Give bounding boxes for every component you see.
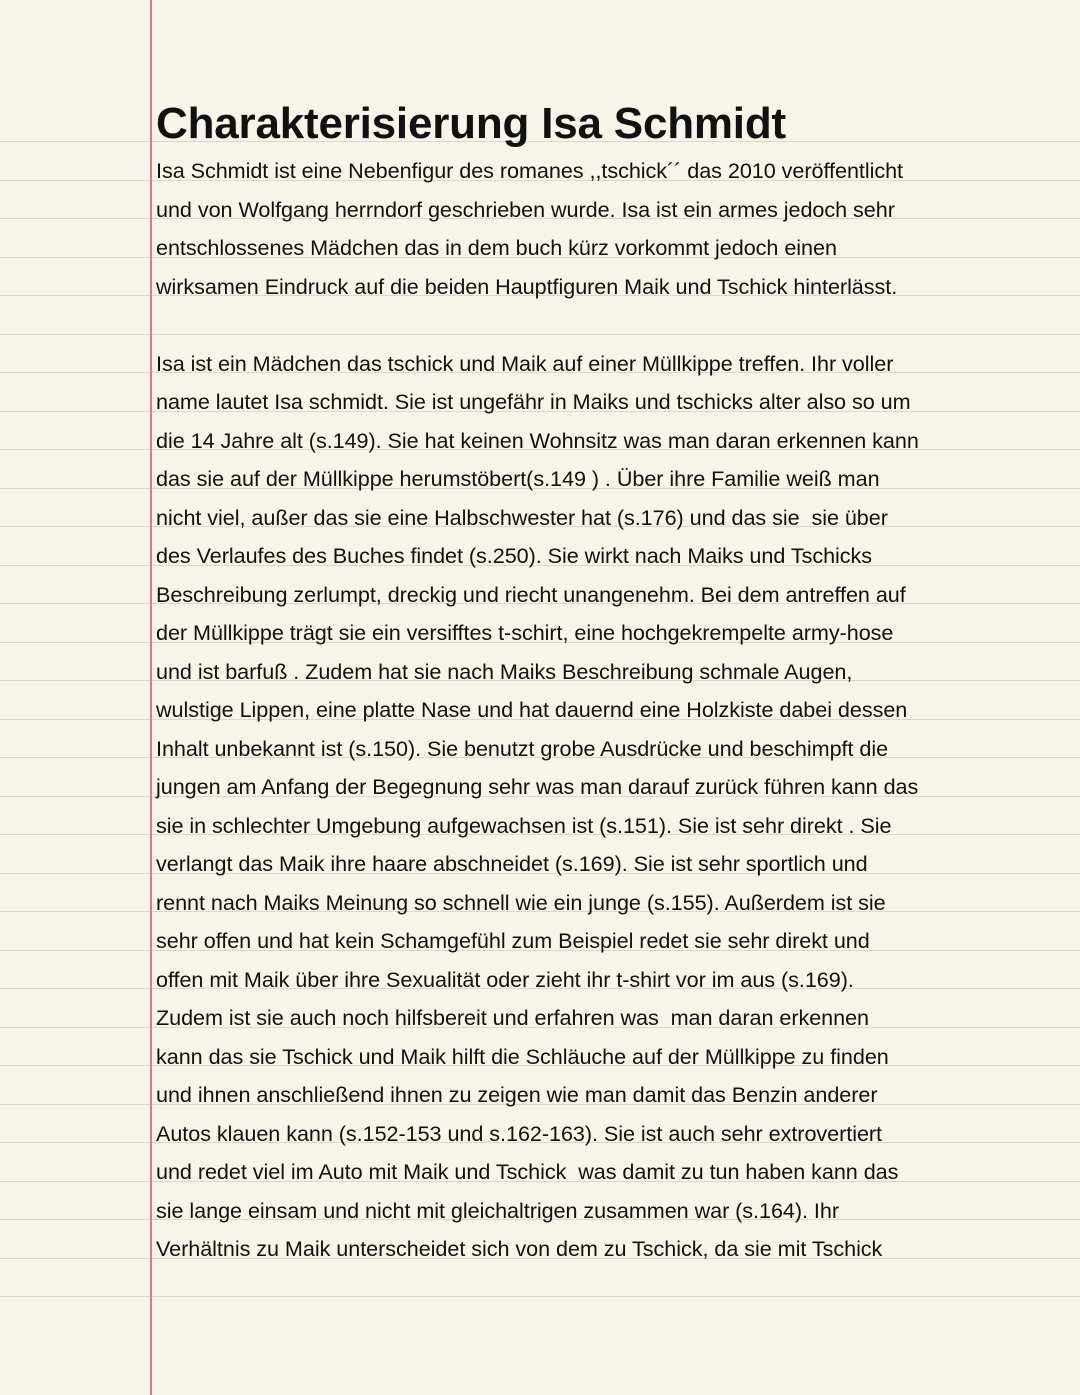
text-line: Verhältnis zu Maik unterscheidet sich von dem zu Tschick, da sie mit Tschick [156,1236,883,1261]
text-line: verlangt das Maik ihre haare abschneidet (s.169). Sie ist sehr sportlich und [156,851,868,876]
text-line: Zudem ist sie auch noch hilfsbereit und erfahren was man daran erkennen [156,1005,870,1030]
text-line: wulstige Lippen, eine platte Nase und hat dauernd eine Holzkiste dabei dessen [156,697,908,722]
text-line: des Verlaufes des Buches findet (s.250). Sie wirkt nach Maiks und Tschicks [156,543,873,568]
text-line: Inhalt unbekannt ist (s.150). Sie benutzt grobe Ausdrücke und beschimpft die [156,736,889,761]
text-line: und ihnen anschließend ihnen zu zeigen wie man damit das Benzin anderer [156,1082,878,1107]
text-line: Isa Schmidt ist eine Nebenfigur des romanes ,,tschick´´ das 2010 veröffentlicht [156,158,904,183]
text-line: sehr offen und hat kein Schamgefühl zum Beispiel redet sie sehr direkt und [156,928,870,953]
text-line: die 14 Jahre alt (s.149). Sie hat keinen Wohnsitz was man daran erkennen kann [156,428,919,453]
text-line: nicht viel, außer das sie eine Halbschwester hat (s.176) und das sie sie über [156,505,888,530]
text-line: rennt nach Maiks Meinung so schnell wie ein junge (s.155). Außerdem ist sie [156,890,886,915]
rule-line [0,1296,1080,1297]
text-line: sie in schlechter Umgebung aufgewachsen ist (s.151). Sie ist sehr direkt . Sie [156,813,892,838]
text-line: der Müllkippe trägt sie ein versifftes t-schirt, eine hochgekrempelte army-hose [156,620,894,645]
text-line: Autos klauen kann (s.152-153 und s.162-163). Sie ist auch sehr extrovertiert [156,1121,883,1146]
text-line: name lautet Isa schmidt. Sie ist ungefähr in Maiks und tschicks alter also so um [156,389,911,414]
text-line: und redet viel im Auto mit Maik und Tschick was damit zu tun haben kann das [156,1159,899,1184]
margin-line [150,0,152,1395]
text-line: offen mit Maik über ihre Sexualität oder zieht ihr t-shirt vor im aus (s.169). [156,967,854,992]
rule-line [0,334,1080,335]
document-title: Charakterisierung Isa Schmidt [156,99,786,148]
text-line: und von Wolfgang herrndorf geschrieben wurde. Isa ist ein armes jedoch sehr [156,197,895,222]
text-line: wirksamen Eindruck auf die beiden Hauptfiguren Maik und Tschick hinterlässt. [156,274,898,299]
text-line: entschlossenes Mädchen das in dem buch kürz vorkommt jedoch einen [156,235,837,260]
text-line: Beschreibung zerlumpt, dreckig und riecht unangenehm. Bei dem antreffen auf [156,582,906,607]
text-line: das sie auf der Müllkippe herumstöbert(s.149 ) . Über ihre Familie weiß man [156,466,880,491]
text-line: und ist barfuß . Zudem hat sie nach Maiks Beschreibung schmale Augen, [156,659,853,684]
text-line: sie lange einsam und nicht mit gleichaltrigen zusammen war (s.164). Ihr [156,1198,839,1223]
text-line: kann das sie Tschick und Maik hilft die Schläuche auf der Müllkippe zu finden [156,1044,889,1069]
text-line: Isa ist ein Mädchen das tschick und Maik auf einer Müllkippe treffen. Ihr voller [156,351,894,376]
text-line: jungen am Anfang der Begegnung sehr was man darauf zurück führen kann das [156,774,919,799]
